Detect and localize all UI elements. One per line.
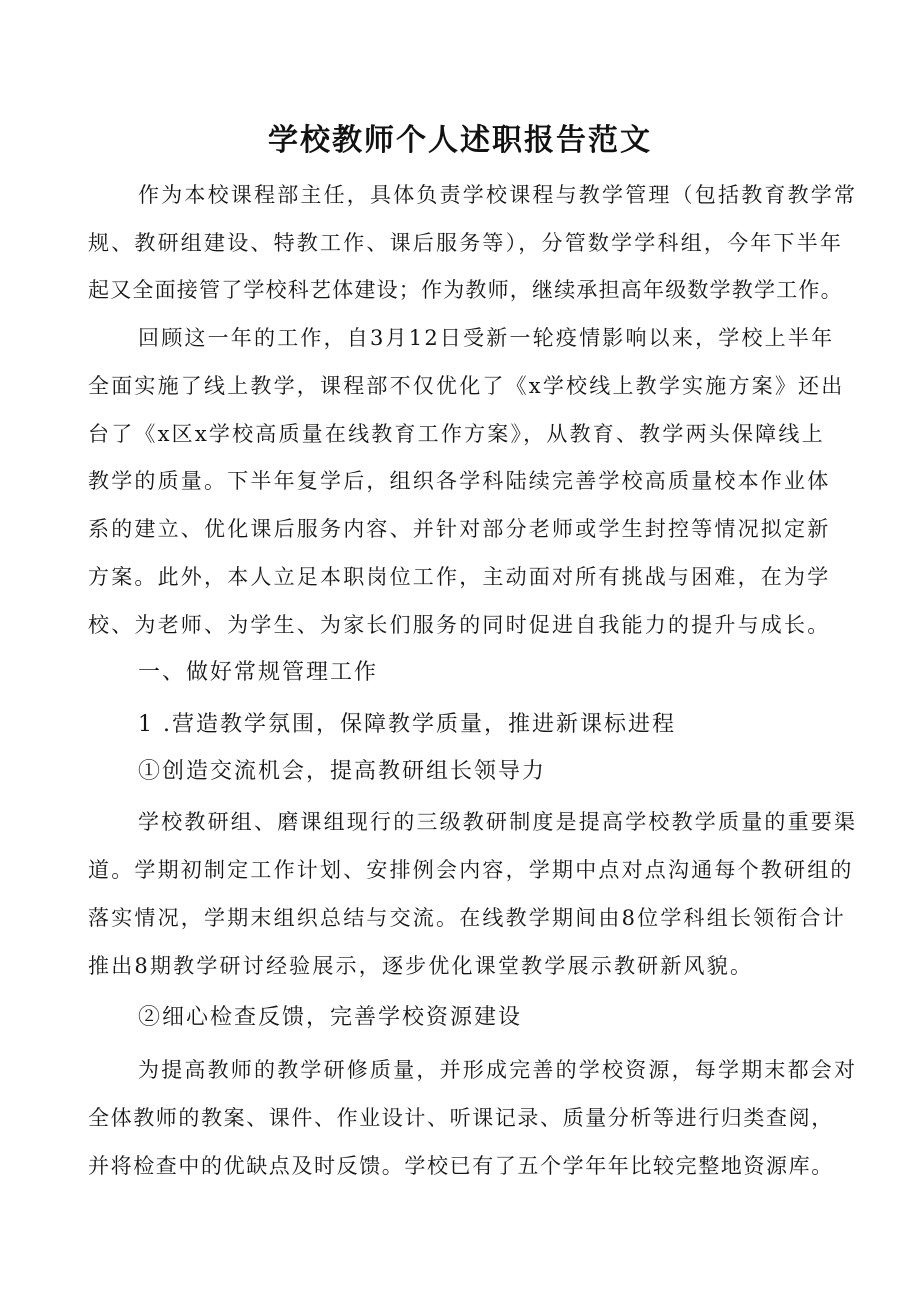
subsection-heading: ①创造交流机会，提高教研组长领导力: [138, 759, 547, 784]
paragraph-line: 并将检查中的优缺点及时反馈。学校已有了五个学年年比较完整地资源库。: [88, 1154, 834, 1178]
paragraph-line: 作为本校课程部主任，具体负责学校课程与教学管理（包括教育教学常: [138, 183, 858, 207]
paragraph-line: 全体教师的教案、课件、作业设计、听课记录、质量分析等进行归类查阅，: [88, 1106, 834, 1130]
paragraph-line: 道。学期初制定工作计划、安排例会内容，学期中点对点沟通每个教研组的: [88, 858, 854, 882]
paragraph-line: 为提高教师的教学研修质量，并形成完善的学校资源，每学期末都会对: [138, 1058, 858, 1082]
paragraph-line: 台了《x区x学校高质量在线教育工作方案》，从教育、教学两头保障线上: [88, 422, 825, 446]
paragraph-line: 教学的质量。下半年复学后，组织各学科陆续完善学校高质量校本作业体: [88, 469, 831, 493]
paragraph-line: 学校教研组、磨课组现行的三级教研制度是提高学校教学质量的重要渠: [138, 810, 858, 834]
paragraph-line: 系的建立、优化课后服务内容、并针对部分老师或学生封控等情况拟定新: [88, 517, 831, 541]
paragraph-line: 回顾这一年的工作，自3月12日受新一轮疫情影响以来，学校上半年: [138, 326, 835, 350]
paragraph-line: 落实情况，学期末组织总结与交流。在线教学期间由8位学科组长领衔合计: [88, 906, 846, 930]
paragraph-line: 推出8期教学研讨经验展示，逐步优化课堂教学展示教研新风貌。: [88, 954, 754, 978]
section-heading: 一、做好常规管理工作: [138, 660, 379, 685]
page-title: 学校教师个人述职报告范文: [268, 123, 652, 158]
subsection-heading: 1 .营造教学氛围，保障教学质量，推进新课标进程: [138, 712, 676, 737]
subsection-heading: ②细心检查反馈，完善学校资源建设: [138, 1005, 523, 1030]
paragraph-line: 全面实施了线上教学，课程部不仅优化了《x学校线上教学实施方案》还出: [88, 374, 845, 398]
paragraph-line: 规、教研组建设、特教工作、课后服务等），分管数学学科组，今年下半年: [88, 231, 844, 255]
paragraph-line: 校、为老师、为学生、为家长们服务的同时促进自我能力的提升与成长。: [88, 613, 831, 637]
paragraph-line: 起又全面接管了学校科艺体建设；作为教师，继续承担高年级数学教学工作。: [88, 278, 843, 302]
paragraph-line: 方案。此外，本人立足本职岗位工作，主动面对所有挑战与困难，在为学: [88, 565, 831, 589]
